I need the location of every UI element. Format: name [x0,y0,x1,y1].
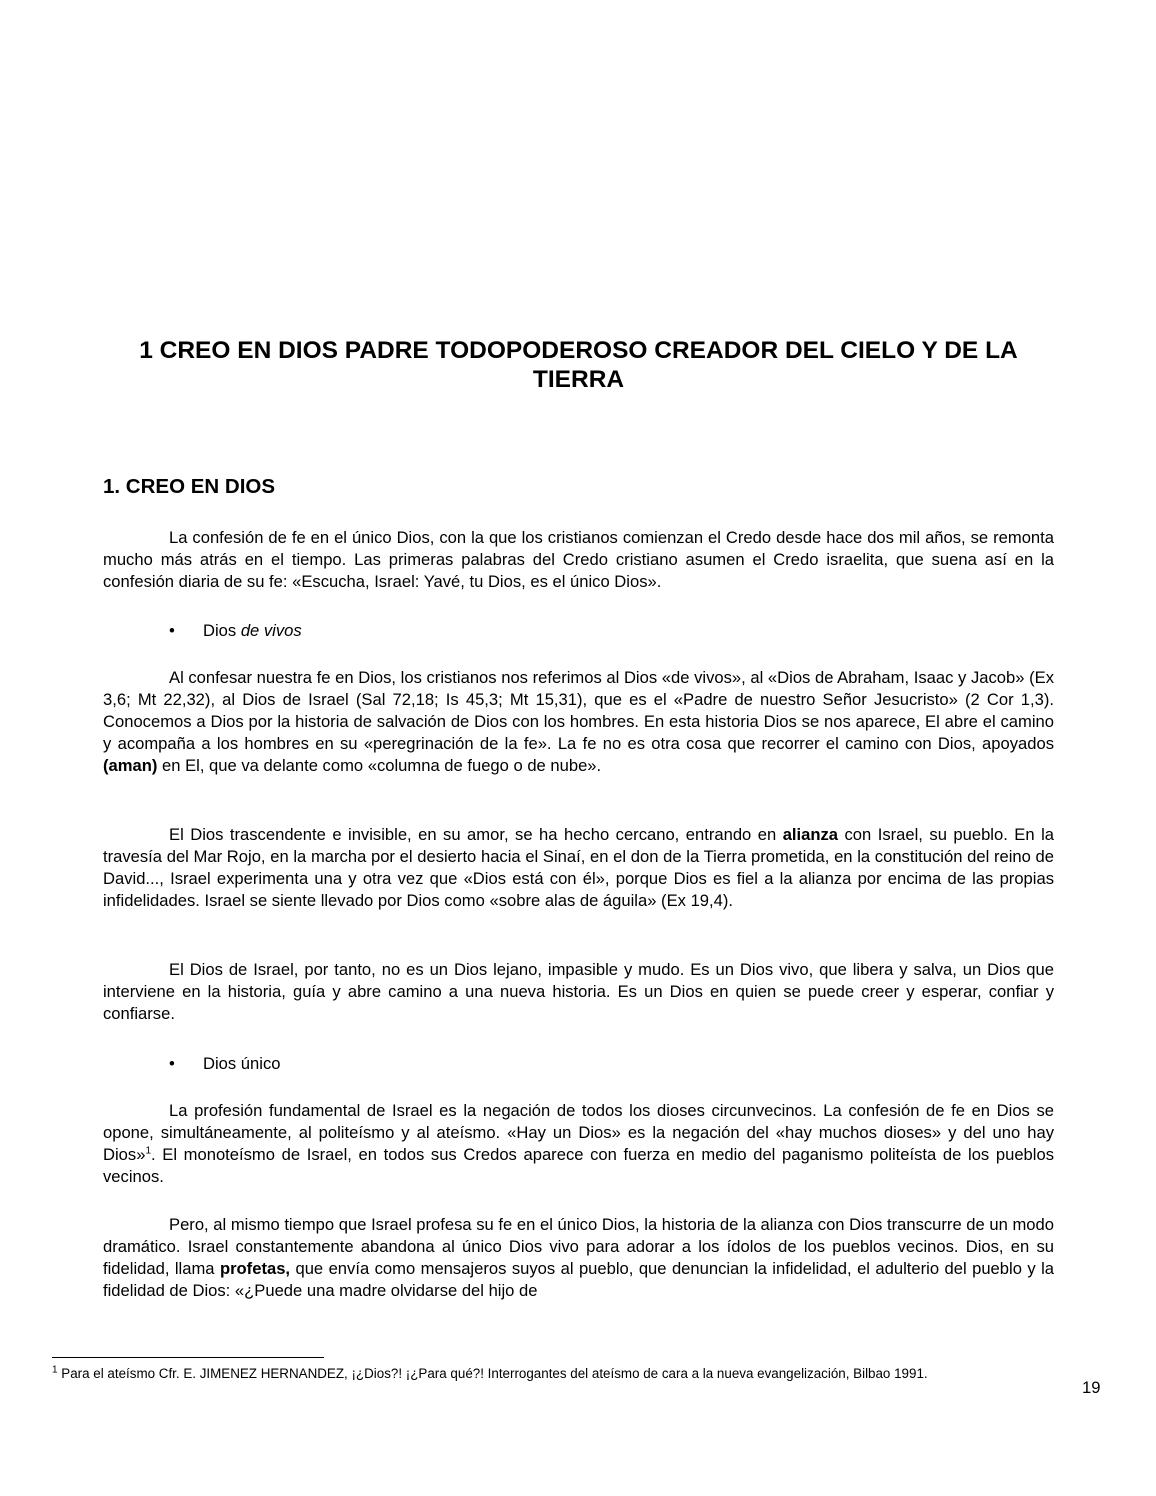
paragraph-1: La confesión de fe en el único Dios, con la que los cristianos comienzan el Credo desde hace dos mil años, se remonta mucho más atrás en el tiempo. Las primeras palabras del Credo cristiano asumen el Credo israelita, que suena así en la confesión diaria de su fe: «Escucha, Israel: Yavé, tu Dios, es el único Dios». [103,528,1054,591]
paragraph-4: El Dios de Israel, por tanto, no es un Dios lejano, impasible y mudo. Es un Dios vivo, que libera y salva, un Dios que interviene en la historia, guía y abre camino a una nueva historia. Es un Dios en quien se puede creer y esperar, confiar y confiarse. [103,960,1054,1023]
paragraph-3-text-b: con Israel, su pueblo. En la travesía del Mar Rojo, en la marcha por el desierto hacia el Sinaí, en el don de la Tierra prometida, en la constitución del reino de David..., Israel experimenta una y otra vez que «Dios está con él», porque Dios es fiel a la alianza por encima de las propias infidelidades. Israel se siente llevado por Dios como «sobre alas de águila» (Ex 19,4). [103,825,1054,910]
paragraph-6-bold: profetas, [219,1259,291,1278]
paragraph-5 [103,1100,1054,1188]
footnote-reference[interactable]: 1 [145,1145,151,1157]
paragraph-5-text-a: La profesión fundamental de Israel es la negación de todos los dioses circunvecinos. La confesión de fe en Dios se opone, simultáneamente, al politeísmo y al ateísmo. «Hay un Dios» es la negación del «hay muchos dioses» y del uno hay Dios» [103,1101,1054,1164]
paragraph-5-text-b: . El monoteísmo de Israel, en todos sus Credos aparece con fuerza en medio del paganismo politeísta de los pueblos vecinos. [103,1145,1054,1186]
paragraph-3 [103,824,1054,912]
paragraph-6-text-b: que envía como mensajeros suyos al pueblo, que denuncian la infidelidad, el adulterio del pueblo y la fidelidad de Dios: «¿Puede una madre olvidarse del hijo de [103,1259,1054,1300]
bullet-text: Dios [203,621,241,640]
paragraph-2-text-b: en El, que va delante como «columna de fuego o de nube». [157,756,602,775]
paragraph-2 [103,667,1054,777]
paragraph-3-bold: alianza [782,825,839,844]
paragraph-2-bold: (aman) [103,756,158,775]
bullet-emphasis: de vivos [240,621,302,640]
paragraph-6 [103,1214,1054,1302]
footnote [52,1365,928,1382]
bullet-marker: • [169,621,175,640]
bullet-text: Dios único [203,1054,281,1073]
footnote-divider [52,1357,324,1358]
footnote-text: Para el ateísmo Cfr. E. JIMENEZ HERNANDEZ, ¡¿Dios?! ¡¿Para qué?! Interrogantes del ateísmo de cara a la nueva evangelización, Bilbao 1991. [57,1366,928,1381]
bullet-item-dios-unico [169,1053,280,1075]
page-number: 19 [1082,1378,1101,1397]
paragraph-6-text-a: Pero, al mismo tiempo que Israel profesa su fe en el único Dios, la historia de la alianza con Dios transcurre de un modo dramático. Israel constantemente abandona al único Dios vivo para adorar a los ídolos de los pueblos vecinos. Dios, en su fidelidad, llama [103,1215,1054,1278]
footnote-marker: 1 [52,1364,58,1376]
paragraph-3-text-a: El Dios trascendente e invisible, en su amor, se ha hecho cercano, entrando en [169,825,783,844]
bullet-marker: • [169,1054,175,1073]
paragraph-2-text-a: Al confesar nuestra fe en Dios, los cristianos nos referimos al Dios «de vivos», al «Dios de Abraham, Isaac y Jacob» (Ex 3,6; Mt 22,32), al Dios de Israel (Sal 72,18; Is 45,3; Mt 15,31), que es el «Padre de nuestro Señor Jesucristo» (2 Cor 1,3). Conocemos a Dios por la historia de salvación de Dios con los hombres. En esta historia Dios se nos aparece, El abre el camino y acompaña a los hombres en su «peregrinación de la fe». La fe no es otra cosa que recorrer el camino con Dios, apoyados [103,668,1054,753]
chapter-title: 1 CREO EN DIOS PADRE TODOPODEROSO CREADOR DEL CIELO Y DE LA TIERRA [139,337,1018,393]
section-heading: 1. CREO EN DIOS [103,475,276,498]
bullet-item-dios-de-vivos [169,620,302,642]
